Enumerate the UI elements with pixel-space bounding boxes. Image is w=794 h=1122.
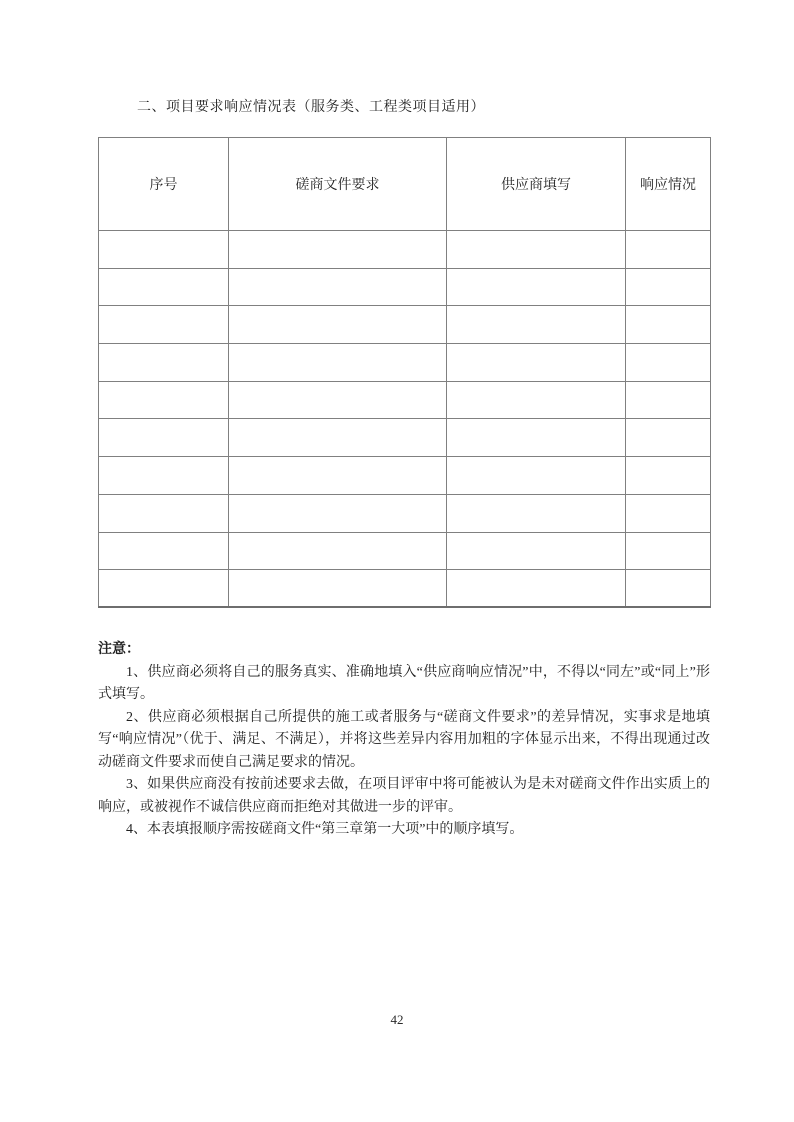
table-cell-empty [229,231,447,269]
table-cell-empty [99,457,229,495]
table-cell-empty [99,419,229,457]
table-cell-empty [229,268,447,306]
column-header-consultation-document-requirements: 磋商文件要求 [229,138,447,231]
table-cell-empty [229,419,447,457]
table-cell-empty [229,532,447,570]
column-header-response-status: 响应情况 [626,138,711,231]
table-cell-empty [99,381,229,419]
table-cell-empty [229,381,447,419]
table-row [99,268,711,306]
table-cell-empty [626,344,711,382]
table-row [99,344,711,382]
table-cell-empty [99,306,229,344]
table-cell-empty [447,419,626,457]
note-item-1: 1、供应商必须将自己的服务真实、准确地填入“供应商响应情况”中，不得以“同左”或“同上”形式填写。 [98,664,710,702]
table-cell-empty [626,419,711,457]
table-cell-empty [447,344,626,382]
table-cell-empty [626,570,711,608]
table-row [99,231,711,269]
table-cell-empty [626,494,711,532]
table-row [99,306,711,344]
table-cell-empty [447,532,626,570]
table-cell-empty [99,570,229,608]
table-cell-empty [229,570,447,608]
table-cell-empty [229,457,447,495]
table-cell-empty [626,381,711,419]
table-body [99,231,711,608]
note-item-3: 3、如果供应商没有按前述要求去做，在项目评审中将可能被认为是未对磋商文件作出实质上的响应，或被视作不诚信供应商而拒绝对其做进一步的评审。 [98,777,710,815]
table-row [99,457,711,495]
table-cell-empty [447,494,626,532]
column-header-serial-number: 序号 [99,138,229,231]
table-row [99,494,711,532]
note-item-2: 2、供应商必须根据自己所提供的施工或者服务与“磋商文件要求”的差异情况，实事求是地填写“响应情况”（优于、满足、不满足），并将这些差异内容用加粗的字体显示出来，不得出现通过改动磋商文件要求而使自己满足要求的情况。 [98,709,710,770]
table-row [99,381,711,419]
table-cell-empty [626,457,711,495]
table-row [99,570,711,608]
response-table [98,137,711,608]
table-cell-empty [99,231,229,269]
section-title: 二、项目要求响应情况表（服务类、工程类项目适用） [137,100,485,115]
column-header-supplier-fill-in: 供应商填写 [447,138,626,231]
table-cell-empty [447,570,626,608]
table-cell-empty [99,532,229,570]
table-cell-empty [447,457,626,495]
note-item-4: 4、本表填报顺序需按磋商文件“第三章第一大项”中的顺序填写。 [126,822,524,837]
table-cell-empty [229,494,447,532]
notes-section [98,639,710,842]
table-cell-empty [626,306,711,344]
table-cell-empty [626,268,711,306]
table-cell-empty [447,231,626,269]
table-cell-empty [447,381,626,419]
table-row [99,419,711,457]
table-cell-empty [447,306,626,344]
notes-label: 注意： [98,642,140,657]
table-cell-empty [99,268,229,306]
page-number: 42 [390,1012,404,1027]
table-cell-empty [229,344,447,382]
table-cell-empty [626,231,711,269]
table-cell-empty [626,532,711,570]
table-cell-empty [99,494,229,532]
table-row [99,532,711,570]
table-header-row [99,138,711,231]
table-cell-empty [99,344,229,382]
table-cell-empty [447,268,626,306]
table-cell-empty [229,306,447,344]
